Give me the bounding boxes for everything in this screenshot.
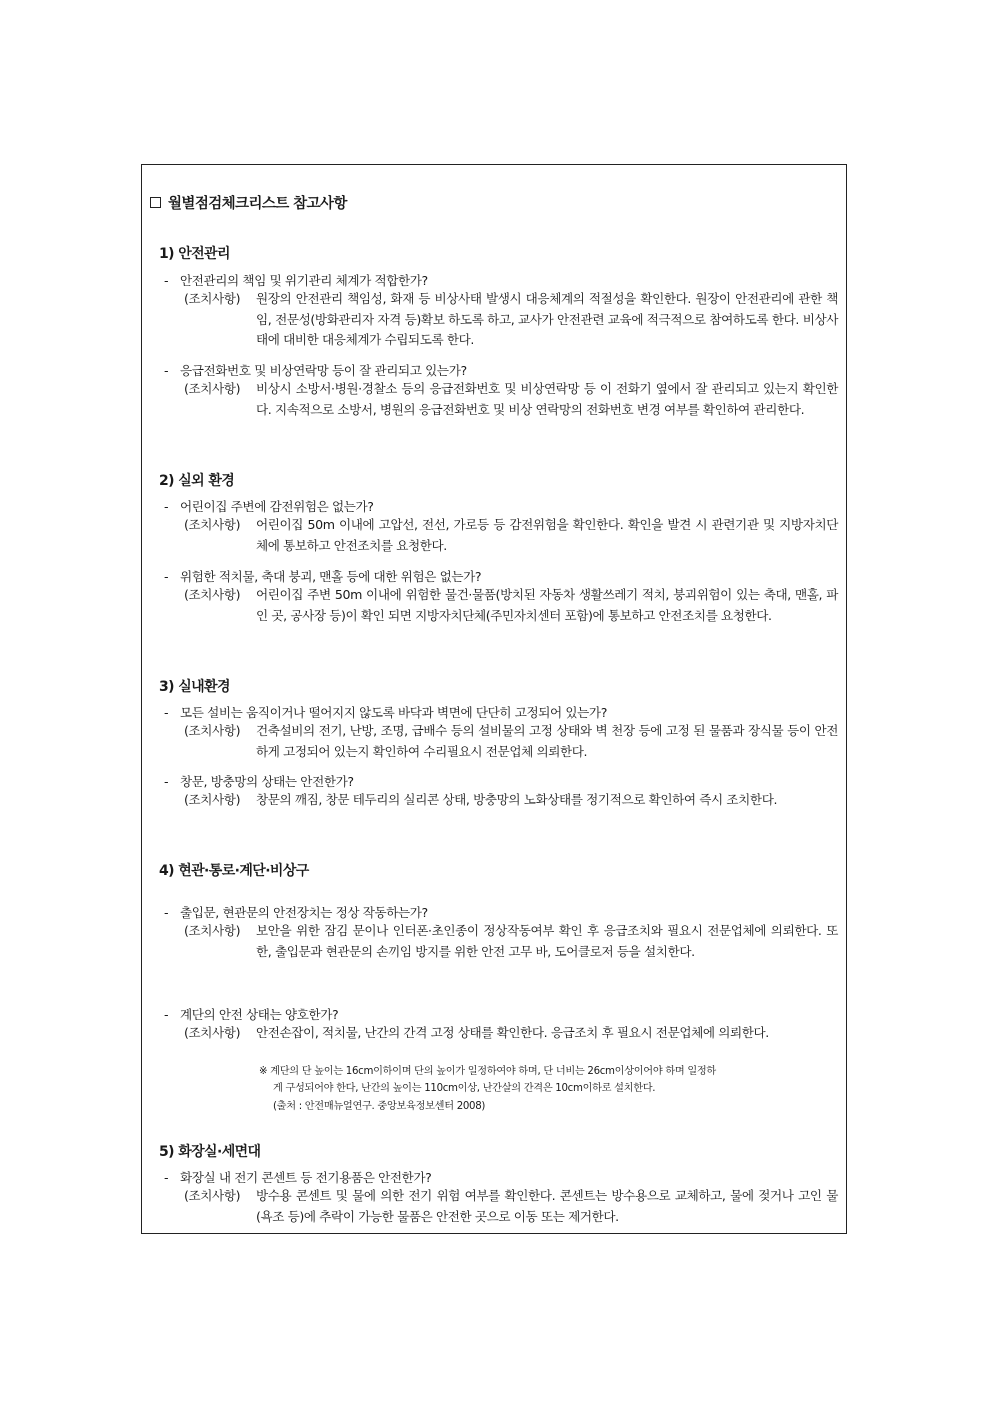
action-item: (조치사항) 어린이집 주변 50m 이내에 위험한 물건·물품(방치된 자동차 생활쓰레기 적치, 붕괴위험이 있는 축대, 맨홀, 파인 곳, 공사장 등)이 확인 되면 지방자치단체(주민자치센터 포함)에 통보하고 안전조치를 요청한다. (184, 587, 838, 623)
check-question: - 위험한 적치물, 축대 붕괴, 맨홀 등에 대한 위험은 없는가? (164, 569, 482, 584)
section-title-indoor: 3) 실내환경 (159, 679, 230, 695)
action-item: (조치사항) 안전손잡이, 적치물, 난간의 간격 고정 상태를 확인한다. 응급조치 후 필요시 전문업체에 의뢰한다. (184, 1025, 769, 1040)
section-title-restroom: 5) 화장실·세면대 (159, 1144, 261, 1160)
section-title-entrance-stairs: 4) 현관·통로·계단·비상구 (159, 863, 309, 879)
action-item: (조치사항) 건축설비의 전기, 난방, 조명, 급배수 등의 설비물의 고정 상태와 벽 천장 등에 고정 된 물품과 장식물 등이 안전하게 고정되어 있는지 확인하여 수리필요시 전문업체 의뢰한다. (184, 723, 838, 759)
check-question: - 모든 설비는 움직이거나 떨어지지 않도록 바닥과 벽면에 단단히 고정되어 있는가? (164, 705, 607, 720)
document-heading (150, 192, 347, 213)
section-title-outdoor: 2) 실외 환경 (159, 473, 235, 489)
action-item: (조치사항) 방수용 콘센트 및 물에 의한 전기 위험 여부를 확인한다. 콘센트는 방수용으로 교체하고, 물에 젖거나 고인 물(욕조 등)에 추락이 가능한 물품은 안전한 곳으로 이동 또는 제거한다. (184, 1188, 838, 1224)
stair-standard-note: ※ 계단의 단 높이는 16cm이하이며 단의 높이가 일정하여야 하며, 단 너비는 26cm이상이어야 하며 일정하 게 구성되어야 한다, 난간의 높이는 110cm이상, 난간살의 간격은 10cm이하로 설치한다. (출처 : 안전매뉴얼연구. 중앙보육정보센터 2008) (259, 1066, 716, 1112)
action-item: (조치사항) 보안을 위한 잠김 문이나 인터폰·초인종이 정상작동여부 확인 후 응급조치와 필요시 전문업체에 의뢰한다. 또한, 출입문과 현관문의 손끼임 방지를 위한 안전 고무 바, 도어클로저 등을 설치한다. (184, 923, 838, 959)
action-item: (조치사항) 원장의 안전관리 책임성, 화재 등 비상사태 발생시 대응체계의 적절성을 확인한다. 원장이 안전관리에 관한 책임, 전문성(방화관리자 자격 등)확보 하도록 하고, 교사가 안전관련 교육에 적극적으로 참여하도록 한다. 비상사태에 대비한 대응체계가 수립되도록 한다. (184, 291, 838, 348)
check-question: - 화장실 내 전기 콘센트 등 전기용품은 안전한가? (164, 1170, 432, 1185)
action-item: (조치사항) 비상시 소방서·병원·경찰소 등의 응급전화번호 및 비상연락망 등 이 전화기 옆에서 잘 관리되고 있는지 확인한다. 지속적으로 소방서, 병원의 응급전화번호 및 비상 연락망의 전화번호 변경 여부를 확인하여 관리한다. (184, 381, 838, 417)
check-question: - 어린이집 주변에 감전위험은 없는가? (164, 499, 374, 514)
check-question: - 출입문, 현관문의 안전장치는 정상 작동하는가? (164, 905, 428, 920)
checkbox-square-icon (150, 197, 161, 208)
heading-text: 월별점검체크리스트 참고사항 (168, 196, 347, 212)
check-question: - 계단의 안전 상태는 양호한가? (164, 1007, 339, 1022)
section-title-safety-management: 1) 안전관리 (159, 246, 230, 262)
check-question: - 안전관리의 책임 및 위기관리 체계가 적합한가? (164, 273, 428, 288)
check-question: - 창문, 방충망의 상태는 안전한가? (164, 774, 354, 789)
action-item: (조치사항) 창문의 깨짐, 창문 테두리의 실리콘 상태, 방충망의 노화상태를 정기적으로 확인하여 즉시 조치한다. (184, 792, 778, 807)
action-item: (조치사항) 어린이집 50m 이내에 고압선, 전선, 가로등 등 감전위험을 확인한다. 확인을 발견 시 관련기관 및 지방자치단체에 통보하고 안전조치를 요청한다. (184, 517, 838, 553)
check-question: - 응급전화번호 및 비상연락망 등이 잘 관리되고 있는가? (164, 363, 467, 378)
